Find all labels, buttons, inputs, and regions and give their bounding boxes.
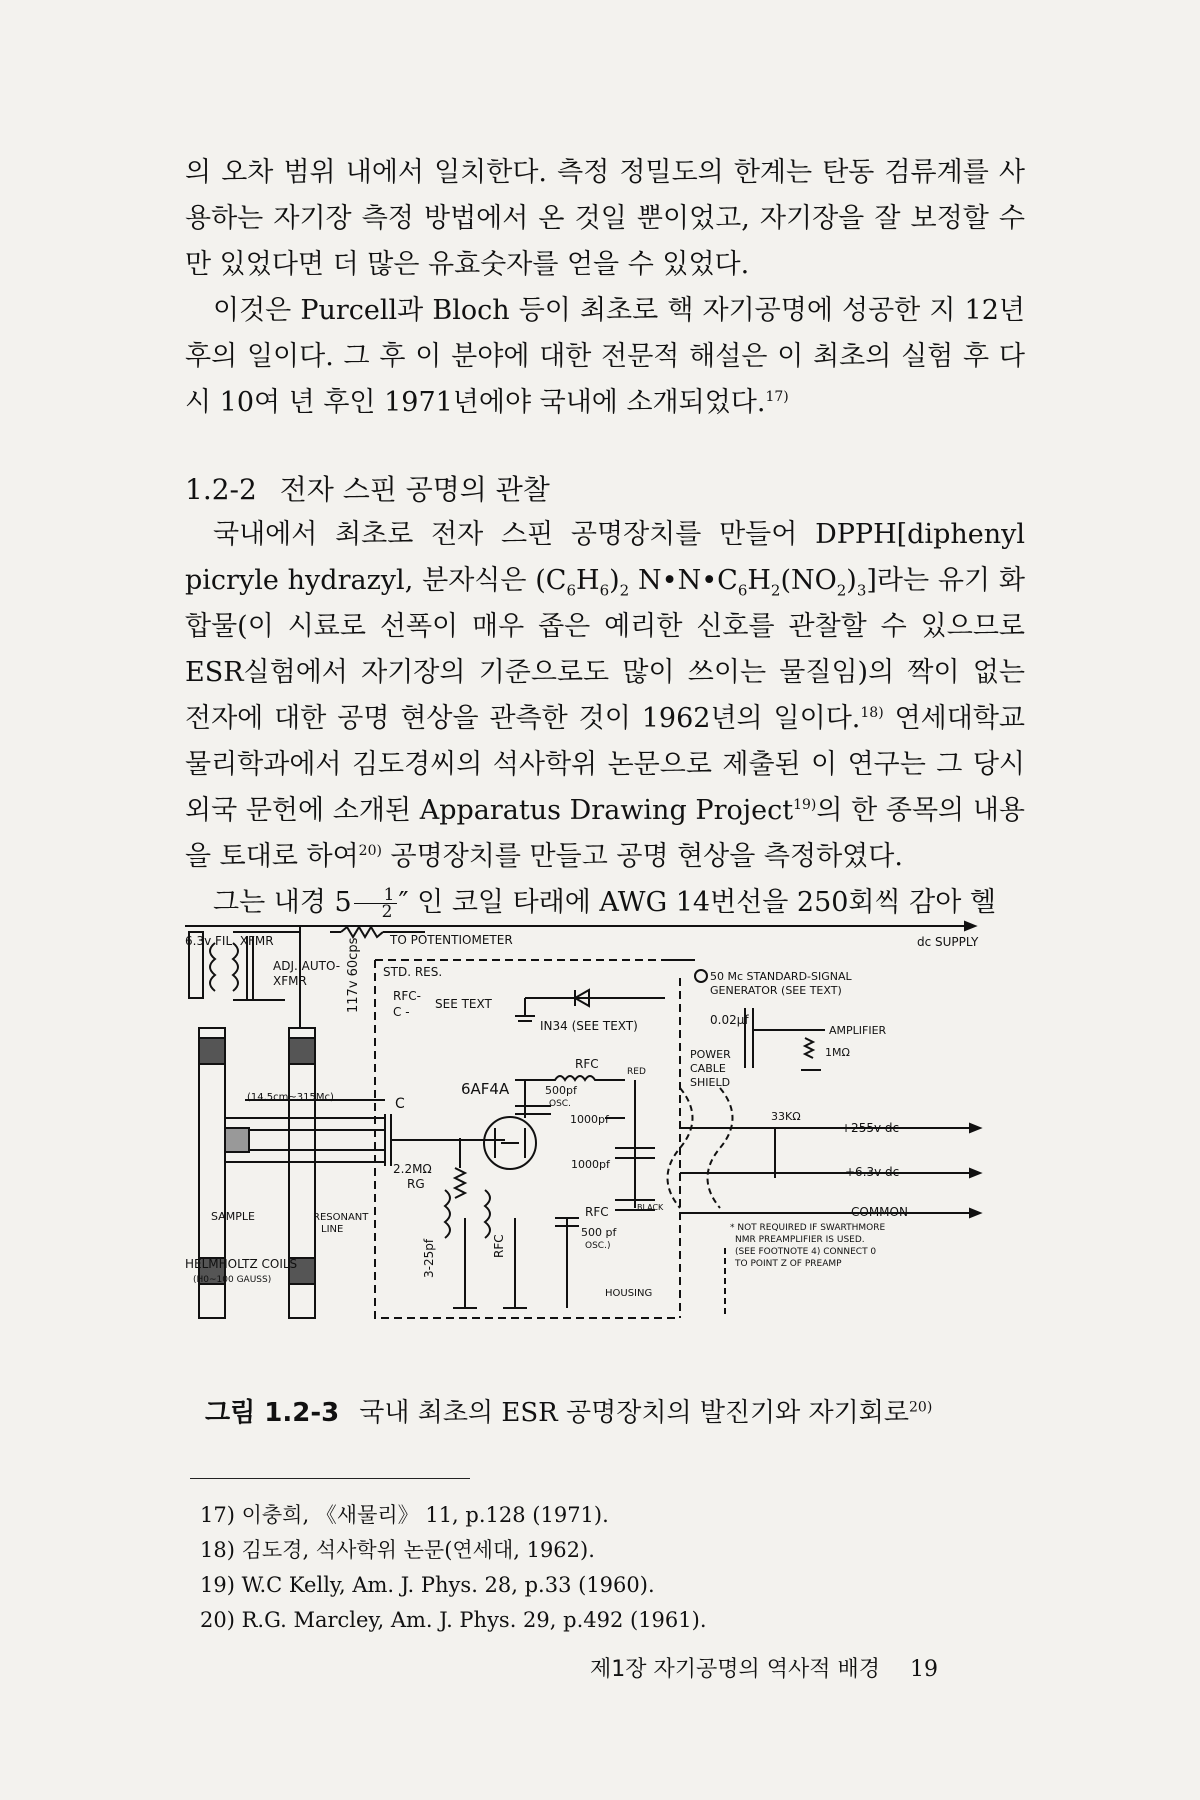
c-c-mark: C xyxy=(395,1096,405,1112)
ref-18: 18) xyxy=(860,705,884,721)
frac-den: 2 xyxy=(381,902,393,922)
p3-part8: ]라는 유기 화합물(이 시료로 선폭이 매우 좁은 예리한 신호를 관찰할 수 있으므로 ESR실험에서 자기장의 기준으로도 많이 쓰이는 물질임)의 짝이 없는 전자에 대한 공명 현상을 관측한 것이 1962년의 일이다. xyxy=(185,565,1026,734)
c-c-label: C - xyxy=(393,1005,410,1019)
c-xfmr: XFMR xyxy=(273,974,307,988)
c-gen2: GENERATOR (SEE TEXT) xyxy=(710,984,842,997)
c-helm1: HELMHOLTZ COILS xyxy=(185,1257,298,1271)
body-text-top xyxy=(185,150,1025,426)
c-dc-supply: dc SUPPLY xyxy=(917,935,979,949)
c-in34: IN34 (SEE TEXT) xyxy=(540,1019,638,1033)
c-power2: CABLE xyxy=(690,1062,726,1075)
chapter-title: 제1장 자기공명의 역사적 배경 xyxy=(590,1657,881,1682)
p3-part4: N•N•C xyxy=(629,565,738,596)
footnotes xyxy=(200,1498,707,1638)
c-sample: SAMPLE xyxy=(211,1210,255,1223)
c-note4: TO POINT Z OF PREAMP xyxy=(735,1259,842,1269)
c-var325: 3-25pf xyxy=(422,1238,436,1278)
c-resonant: RESONANT xyxy=(313,1212,369,1223)
c-note1: * NOT REQUIRED IF SWARTHMORE xyxy=(730,1223,886,1233)
p3-sub5: 2 xyxy=(770,581,781,600)
c-p500b: 500 pf xyxy=(581,1226,617,1239)
c-meg: 1MΩ xyxy=(825,1046,850,1059)
p3-sub6: 2 xyxy=(836,581,847,600)
c-power3: SHIELD xyxy=(690,1076,731,1089)
c-amplifier: AMPLIFIER xyxy=(829,1024,887,1037)
c-v63: +6.3v dc xyxy=(845,1165,900,1179)
p3-part11: 공명장치를 만들고 공명 현상을 측정하였다. xyxy=(381,841,903,872)
c-p1000a: 1000pf xyxy=(570,1113,609,1126)
c-note3: (SEE FOOTNOTE 4) CONNECT 0 xyxy=(735,1247,877,1257)
p3-sub7: 3 xyxy=(856,581,867,600)
c-p500b2: OSC.) xyxy=(585,1241,611,1251)
c-tube: 6AF4A xyxy=(461,1080,510,1098)
c-rfc-c: RFC- xyxy=(393,989,421,1003)
p3-part6: (NO xyxy=(780,565,837,596)
c-power1: POWER xyxy=(690,1048,731,1061)
p3-sub2: 6 xyxy=(599,581,610,600)
c-r22: 2.2MΩ xyxy=(393,1162,432,1176)
p3-sub1: 6 xyxy=(566,581,577,600)
footnote-17: 17) 이충희, 《새물리》 11, p.128 (1971). xyxy=(200,1503,609,1527)
p3-part3: ) xyxy=(609,565,620,596)
p4-after: ″ 인 코일 타래에 AWG 14번선을 250회씩 감아 헬 xyxy=(398,887,997,918)
c-rfc-low: RFC xyxy=(585,1205,609,1219)
p3-part9: 연세대학교 물리학과에서 김도경씨의 석사학위 논문으로 제출된 이 연구는 그 당시 외국 문헌에 소개된 Apparatus Drawing Project xyxy=(185,703,1026,826)
ref-20: 20) xyxy=(358,843,382,859)
caption-ref: 20) xyxy=(909,1399,933,1416)
p3-sub4: 6 xyxy=(737,581,748,600)
paragraph-1: 의 오차 범위 내에서 일치한다. 측정 정밀도의 한계는 탄동 검류계를 사용하는 자기장 측정 방법에서 온 것일 뿐이었고, 자기장을 잘 보정할 수만 있었다면 더 많은 유효숫자를 얻을 수 있었다. xyxy=(185,157,1025,280)
c-p1000b: 1000pf xyxy=(571,1158,610,1171)
frac-num: 1 xyxy=(354,887,397,904)
fraction-half xyxy=(354,887,397,920)
footnote-20: 20) R.G. Marcley, Am. J. Phys. 29, p.492 (1961). xyxy=(200,1608,707,1632)
section-title: 전자 스핀 공명의 관찰 xyxy=(279,473,550,506)
c-cap002: 0.02μf xyxy=(710,1013,749,1027)
c-k33: 33KΩ xyxy=(771,1110,801,1123)
page-number: 19 xyxy=(910,1657,939,1682)
c-rfc-v: RFC xyxy=(492,1234,506,1258)
p3-part2: H xyxy=(576,565,600,596)
esr-oscillator-circuit-diagram xyxy=(185,918,1035,1338)
c-v255: +255v dc xyxy=(841,1121,900,1135)
c-gen1: 50 Mc STANDARD-SIGNAL xyxy=(710,970,852,983)
c-rfc-mid: RFC xyxy=(575,1057,599,1071)
c-helm2: (H0~100 GAUSS) xyxy=(193,1275,272,1285)
c-p500a2: OSC. xyxy=(549,1099,571,1109)
c-red: RED xyxy=(627,1067,646,1077)
p3-part5: H xyxy=(747,565,771,596)
footnote-19: 19) W.C Kelly, Am. J. Phys. 28, p.33 (1960). xyxy=(200,1573,655,1597)
c-note2: NMR PREAMPLIFIER IS USED. xyxy=(735,1235,865,1245)
footnote-18: 18) 김도경, 석사학위 논문(연세대, 1962). xyxy=(200,1538,595,1562)
c-117v: 117v 60cps xyxy=(346,937,361,1013)
paragraph-3 xyxy=(185,512,1025,880)
c-adj-auto: ADJ. AUTO- xyxy=(273,959,341,973)
ref-19: 19) xyxy=(793,797,817,813)
section-heading xyxy=(185,468,550,508)
p3-sub3: 2 xyxy=(619,581,630,600)
c-qwave: (14.5cm~315Mc) xyxy=(247,1092,334,1103)
footnote-rule xyxy=(190,1478,470,1479)
p3-part10: 의 한 종목의 내용을 토대로 하여 xyxy=(185,795,1025,872)
paragraph-2 xyxy=(185,288,1025,426)
section-number: 1.2-2 xyxy=(185,473,257,506)
p3-part1: 국내에서 최초로 전자 스핀 공명장치를 만들어 DPPH[diphenyl picryle hydrazyl, 분자식은 (C xyxy=(185,519,1025,596)
c-black: BLACK xyxy=(637,1203,664,1212)
caption-label: 그림 1.2-3 xyxy=(205,1398,340,1428)
c-housing: HOUSING xyxy=(605,1288,653,1299)
caption-text: 국내 최초의 ESR 공명장치의 발진기와 자기회로 xyxy=(359,1398,910,1428)
figure-caption xyxy=(205,1392,932,1429)
paragraph-2-text: 이것은 Purcell과 Bloch 등이 최초로 핵 자기공명에 성공한 지 12년 후의 일이다. 그 후 이 분야에 대한 전문적 해설은 이 최초의 실험 후 다시 10여 년 후인 1971년에야 국내에 소개되었다. xyxy=(185,295,1025,418)
c-fil-xfmr: 6.3v FIL. XFMR xyxy=(185,934,274,948)
c-p500a: 500pf xyxy=(545,1084,577,1097)
p3-part7: ) xyxy=(846,565,857,596)
c-see-text: SEE TEXT xyxy=(435,997,492,1011)
c-std-res: STD. RES. xyxy=(383,965,443,979)
c-common: COMMON xyxy=(851,1205,908,1219)
p4-before: 그는 내경 5 xyxy=(213,887,352,918)
c-rg: RG xyxy=(407,1177,425,1191)
body-text-section xyxy=(185,512,1025,926)
c-to-pot: TO POTENTIOMETER xyxy=(390,933,513,947)
c-line: LINE xyxy=(321,1224,344,1235)
page-footer xyxy=(590,1652,938,1683)
ref-17: 17) xyxy=(765,389,789,405)
